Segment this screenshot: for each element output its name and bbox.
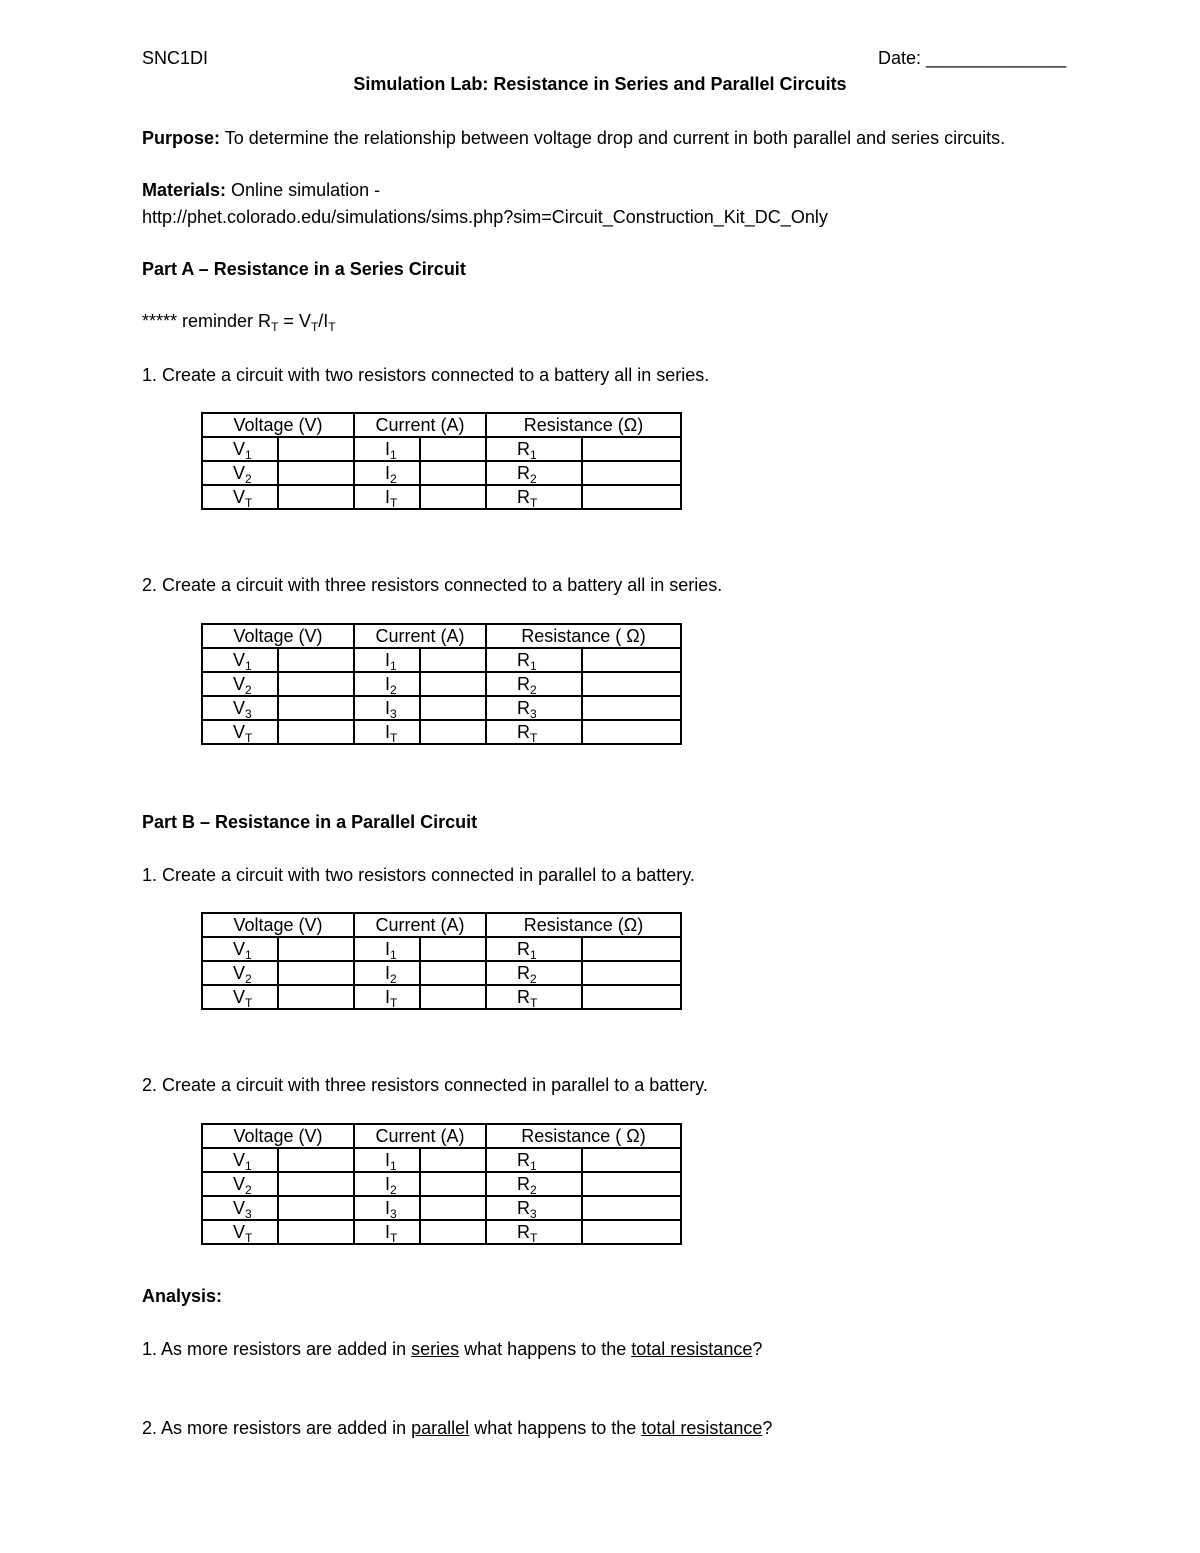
purpose-line: [142, 128, 1005, 149]
current-value-cell: [420, 1220, 486, 1244]
current-header: Current (A): [354, 1124, 486, 1148]
table-header-row: [202, 413, 681, 437]
voltage-value-cell: [278, 672, 354, 696]
resistance-value-cell: [582, 1196, 681, 1220]
table-header-row: [202, 913, 681, 937]
current-label-cell: $I_2$: [354, 672, 420, 696]
current-label-cell: $I_T$: [354, 985, 420, 1009]
resistance-label-cell: $R_1$: [486, 648, 582, 672]
materials-line: [142, 180, 380, 201]
resistance-label-cell: $R_2$: [486, 1172, 582, 1196]
current-value-cell: [420, 720, 486, 744]
voltage-label-cell: $V_3$: [202, 1196, 278, 1220]
resistance-label-cell: $R_2$: [486, 961, 582, 985]
resistance-label-cell: $R_1$: [486, 437, 582, 461]
voltage-label-cell: $V_2$: [202, 461, 278, 485]
purpose-text: To determine the relationship between voltage drop and current in both parallel and series circuits.: [220, 128, 1006, 148]
voltage-label-cell: $V_1$: [202, 1148, 278, 1172]
voltage-label-cell: $V_T$: [202, 1220, 278, 1244]
part-a-question-2: 2. Create a circuit with three resistors connected to a battery all in series.: [142, 575, 723, 595]
voltage-label-cell: $V_1$: [202, 937, 278, 961]
resistance-value-cell: [582, 485, 681, 509]
reminder-formula: ***** reminder $R_T = V_T/I_T$: [142, 311, 336, 334]
current-value-cell: [420, 1196, 486, 1220]
table-row: [202, 1172, 681, 1196]
current-label-cell: $I_1$: [354, 648, 420, 672]
course-code: SNC1DI: [142, 48, 209, 68]
current-value-cell: [420, 696, 486, 720]
voltage-value-cell: [278, 1172, 354, 1196]
table-row: [202, 485, 681, 509]
voltage-value-cell: [278, 437, 354, 461]
table-row: [202, 437, 681, 461]
current-label-cell: $I_T$: [354, 485, 420, 509]
current-label-cell: $I_1$: [354, 937, 420, 961]
parallel-two-resistor-table: [201, 912, 682, 1010]
page-title: Simulation Lab: Resistance in Series and Parallel Circuits: [353, 74, 847, 94]
current-label-cell: $I_3$: [354, 696, 420, 720]
resistance-label-cell: $R_T$: [486, 485, 582, 509]
resistance-value-cell: [582, 985, 681, 1009]
table-row: [202, 720, 681, 744]
current-label-cell: $I_1$: [354, 437, 420, 461]
voltage-label-cell: $V_1$: [202, 437, 278, 461]
part-b-question-1: 1. Create a circuit with two resistors connected in parallel to a battery.: [142, 865, 695, 885]
resistance-label-cell: $R_2$: [486, 672, 582, 696]
voltage-label-cell: $V_2$: [202, 961, 278, 985]
current-value-cell: [420, 672, 486, 696]
voltage-value-cell: [278, 720, 354, 744]
resistance-header: Resistance ( Ω): [486, 1124, 681, 1148]
voltage-value-cell: [278, 1220, 354, 1244]
voltage-label-cell: $V_T$: [202, 985, 278, 1009]
current-header: Current (A): [354, 913, 486, 937]
resistance-value-cell: [582, 672, 681, 696]
voltage-header: Voltage (V): [202, 624, 354, 648]
series-two-resistor-table: [201, 412, 682, 510]
voltage-label-cell: $V_2$: [202, 672, 278, 696]
resistance-label-cell: $R_1$: [486, 1148, 582, 1172]
voltage-value-cell: [278, 961, 354, 985]
current-value-cell: [420, 1172, 486, 1196]
table-row: [202, 961, 681, 985]
resistance-label-cell: $R_3$: [486, 1196, 582, 1220]
current-header: Current (A): [354, 413, 486, 437]
table-row: [202, 1148, 681, 1172]
part-a-question-1: 1. Create a circuit with two resistors connected to a battery all in series.: [142, 365, 710, 385]
current-value-cell: [420, 1148, 486, 1172]
voltage-value-cell: [278, 696, 354, 720]
analysis-question-2: 2. As more resistors are added in parallel what happens to the total resistance?: [142, 1418, 773, 1438]
current-value-cell: [420, 461, 486, 485]
current-value-cell: [420, 961, 486, 985]
resistance-label-cell: $R_1$: [486, 937, 582, 961]
table-header-row: [202, 624, 681, 648]
analysis-question-1: 1. As more resistors are added in series what happens to the total resistance?: [142, 1339, 763, 1359]
resistance-value-cell: [582, 696, 681, 720]
resistance-value-cell: [582, 1172, 681, 1196]
voltage-value-cell: [278, 485, 354, 509]
current-value-cell: [420, 937, 486, 961]
current-label-cell: $I_1$: [354, 1148, 420, 1172]
table-row: [202, 672, 681, 696]
table-row: [202, 1220, 681, 1244]
table-row: [202, 648, 681, 672]
current-label-cell: $I_2$: [354, 961, 420, 985]
resistance-value-cell: [582, 937, 681, 961]
table-header-row: [202, 1124, 681, 1148]
current-value-cell: [420, 648, 486, 672]
resistance-label-cell: $R_2$: [486, 461, 582, 485]
resistance-header: Resistance (Ω): [486, 913, 681, 937]
resistance-label-cell: $R_T$: [486, 985, 582, 1009]
table-row: [202, 937, 681, 961]
table-row: [202, 985, 681, 1009]
voltage-value-cell: [278, 1148, 354, 1172]
current-label-cell: $I_T$: [354, 1220, 420, 1244]
current-value-cell: [420, 985, 486, 1009]
current-value-cell: [420, 485, 486, 509]
voltage-value-cell: [278, 1196, 354, 1220]
voltage-label-cell: $V_3$: [202, 696, 278, 720]
current-header: Current (A): [354, 624, 486, 648]
voltage-value-cell: [278, 985, 354, 1009]
resistance-value-cell: [582, 461, 681, 485]
table-row: [202, 461, 681, 485]
voltage-header: Voltage (V): [202, 913, 354, 937]
resistance-value-cell: [582, 720, 681, 744]
parallel-three-resistor-table: [201, 1123, 682, 1245]
voltage-value-cell: [278, 937, 354, 961]
current-value-cell: [420, 437, 486, 461]
table-row: [202, 696, 681, 720]
table-row: [202, 1196, 681, 1220]
resistance-value-cell: [582, 1220, 681, 1244]
current-label-cell: $I_2$: [354, 1172, 420, 1196]
voltage-label-cell: $V_T$: [202, 485, 278, 509]
resistance-label-cell: $R_3$: [486, 696, 582, 720]
materials-label: Materials:: [142, 180, 227, 200]
voltage-label-cell: $V_T$: [202, 720, 278, 744]
voltage-value-cell: [278, 648, 354, 672]
resistance-value-cell: [582, 437, 681, 461]
materials-url[interactable]: http://phet.colorado.edu/simulations/sims.php?sim=Circuit_Construction_Kit_DC_Only: [142, 207, 828, 227]
voltage-header: Voltage (V): [202, 1124, 354, 1148]
series-three-resistor-table: [201, 623, 682, 745]
materials-text: Online simulation -: [226, 180, 381, 200]
current-label-cell: $I_2$: [354, 461, 420, 485]
resistance-value-cell: [582, 648, 681, 672]
resistance-value-cell: [582, 1148, 681, 1172]
part-a-heading: Part A – Resistance in a Series Circuit: [142, 259, 466, 279]
resistance-header: Resistance ( Ω): [486, 624, 681, 648]
current-label-cell: $I_3$: [354, 1196, 420, 1220]
voltage-label-cell: $V_2$: [202, 1172, 278, 1196]
date-field: Date: ______________: [878, 48, 1067, 68]
part-b-heading: Part B – Resistance in a Parallel Circuit: [142, 812, 478, 832]
voltage-value-cell: [278, 461, 354, 485]
voltage-header: Voltage (V): [202, 413, 354, 437]
resistance-label-cell: $R_T$: [486, 720, 582, 744]
part-b-question-2: 2. Create a circuit with three resistors connected in parallel to a battery.: [142, 1075, 708, 1095]
analysis-heading: Analysis:: [142, 1286, 223, 1306]
current-label-cell: $I_T$: [354, 720, 420, 744]
resistance-label-cell: $R_T$: [486, 1220, 582, 1244]
resistance-header: Resistance (Ω): [486, 413, 681, 437]
resistance-value-cell: [582, 961, 681, 985]
voltage-label-cell: $V_1$: [202, 648, 278, 672]
purpose-label: Purpose:: [142, 128, 221, 148]
